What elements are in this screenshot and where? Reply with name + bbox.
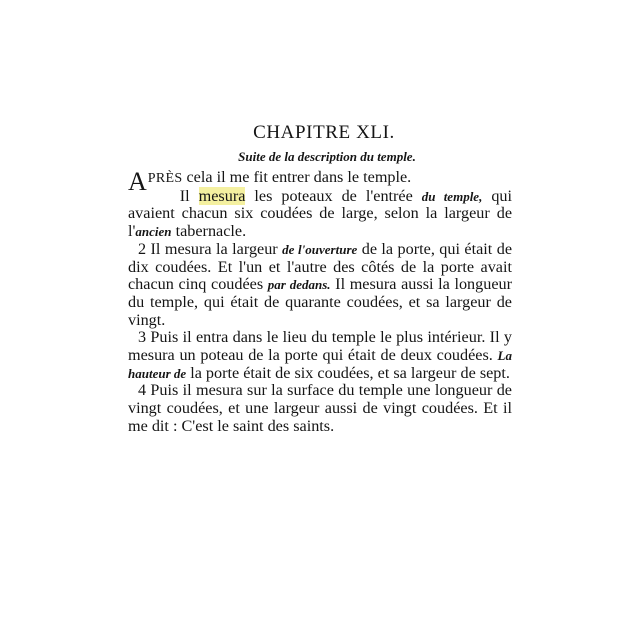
verse-3-italic-1: La hauteur de bbox=[128, 348, 512, 381]
verse-3-text-a: 3 Puis il entra dans le lieu du temple le plus intérieur. Il y mesura un poteau de la porte qui était de deux coudées. bbox=[128, 328, 512, 365]
verse-2-text-c: Il mesura aussi la longueur du temple, qui était de quarante coudées, et sa largeur de vingt. bbox=[128, 275, 513, 329]
drop-cap: A bbox=[128, 167, 147, 196]
verse-1-text-b-end: tabernacle. bbox=[171, 222, 247, 241]
verse-1-text-b-mid: les poteaux de l'entrée bbox=[245, 186, 422, 205]
verse-2-text-a: 2 Il mesura la largeur bbox=[138, 239, 283, 258]
verse-1-text-b-post: qui avaient chacun six coudées de large, selon la largeur de l' bbox=[128, 186, 512, 241]
verse-1 bbox=[128, 169, 512, 241]
verse-1-text-a: cela il me fit entrer dans le temple. bbox=[182, 168, 412, 186]
verses bbox=[128, 169, 512, 436]
verse-3 bbox=[128, 329, 512, 382]
highlighted-word: mesura bbox=[198, 186, 246, 205]
chapter-subtitle: Suite de la description du temple. bbox=[238, 149, 416, 164]
verse-1-text-b-pre: Il bbox=[179, 186, 199, 205]
verse-2 bbox=[128, 241, 512, 330]
verse-3-text-b: la porte était de six coudées, et sa largeur de sept. bbox=[186, 363, 510, 382]
scanned-page bbox=[128, 122, 512, 522]
verse-1-italic-2: ancien bbox=[135, 224, 172, 240]
verse-2-italic-2: par dedans. bbox=[267, 277, 331, 293]
chapter-title: CHAPITRE XLI. bbox=[253, 122, 395, 143]
verse-2-italic-1: de l'ouverture bbox=[282, 241, 358, 257]
verse-4: 4 Puis il mesura sur la surface du temple une longueur de vingt coudées, et une largeur aussi de vingt coudées. Et il me dit : C'est le saint des saints. bbox=[128, 381, 512, 435]
verse-2-text-b: de la porte, qui était de dix coudées. Et l'un et l'autre des côtés de la porte avait chacun cinq coudées bbox=[128, 239, 512, 294]
verse-1-smallcaps: PRÈS bbox=[147, 171, 183, 186]
verse-1-italic-1: du temple, bbox=[421, 188, 483, 204]
